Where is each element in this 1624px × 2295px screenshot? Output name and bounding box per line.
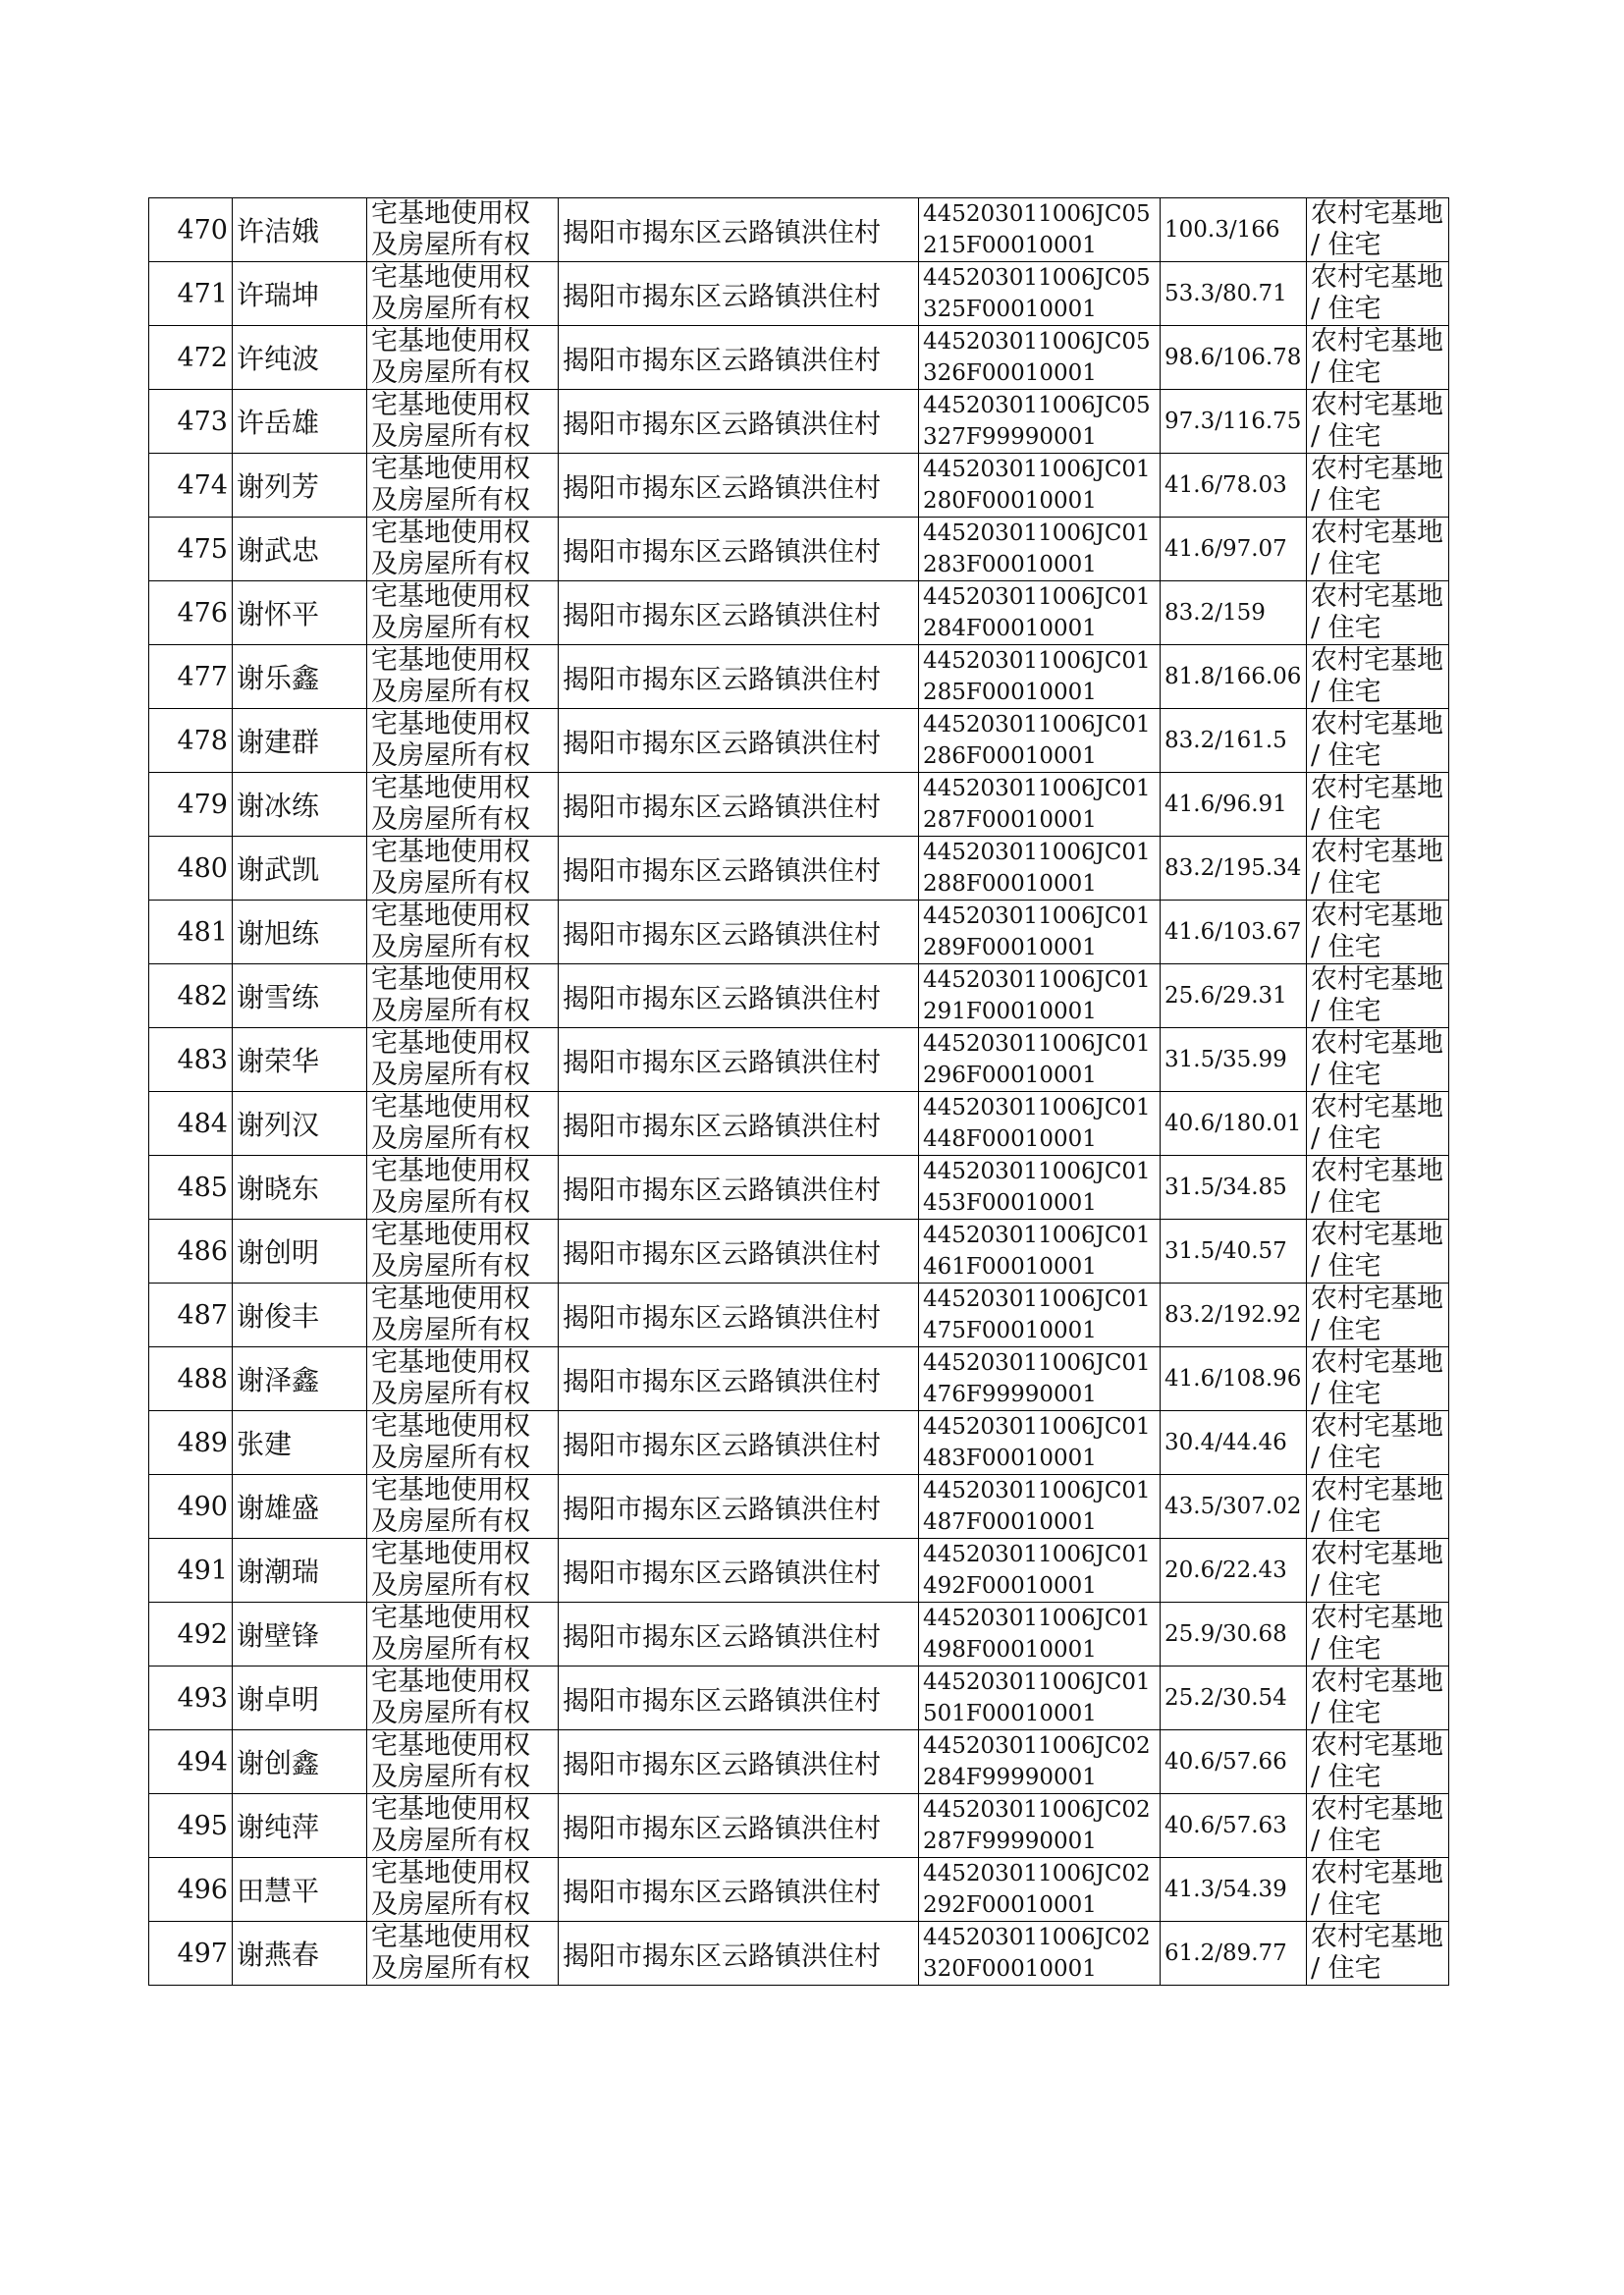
table-row	[149, 964, 1449, 1028]
table-row	[149, 198, 1449, 262]
property-address: 揭阳市揭东区云路镇洪住村	[559, 1667, 919, 1730]
owner-name: 谢列汉	[233, 1092, 367, 1156]
owner-name: 谢武忠	[233, 518, 367, 581]
property-address: 揭阳市揭东区云路镇洪住村	[559, 581, 919, 645]
unit-code: 445203011006JC05327F99990001	[919, 390, 1161, 454]
owner-name: 许洁娥	[233, 198, 367, 262]
owner-name: 谢卓明	[233, 1667, 367, 1730]
table-row	[149, 1667, 1449, 1730]
unit-code: 445203011006JC05326F00010001	[919, 326, 1161, 390]
area-value: 83.2/195.34	[1161, 837, 1307, 901]
usage-type: 农村宅基地 / 住宅	[1307, 1858, 1449, 1922]
unit-code: 445203011006JC01287F00010001	[919, 773, 1161, 837]
property-address: 揭阳市揭东区云路镇洪住村	[559, 1411, 919, 1475]
unit-code: 445203011006JC01291F00010001	[919, 964, 1161, 1028]
row-number: 479	[149, 773, 233, 837]
owner-name: 谢冰练	[233, 773, 367, 837]
area-value: 41.6/108.96	[1161, 1347, 1307, 1411]
right-type: 宅基地使用权及房屋所有权	[367, 1858, 559, 1922]
owner-name: 谢潮瑞	[233, 1539, 367, 1603]
right-type: 宅基地使用权及房屋所有权	[367, 1475, 559, 1539]
table-row	[149, 1794, 1449, 1858]
row-number: 488	[149, 1347, 233, 1411]
area-value: 97.3/116.75	[1161, 390, 1307, 454]
usage-type: 农村宅基地 / 住宅	[1307, 645, 1449, 709]
area-value: 41.6/97.07	[1161, 518, 1307, 581]
row-number: 471	[149, 262, 233, 326]
usage-type: 农村宅基地 / 住宅	[1307, 326, 1449, 390]
area-value: 25.2/30.54	[1161, 1667, 1307, 1730]
property-address: 揭阳市揭东区云路镇洪住村	[559, 645, 919, 709]
row-number: 470	[149, 198, 233, 262]
unit-code: 445203011006JC01448F00010001	[919, 1092, 1161, 1156]
area-value: 100.3/166	[1161, 198, 1307, 262]
usage-type: 农村宅基地 / 住宅	[1307, 901, 1449, 964]
right-type: 宅基地使用权及房屋所有权	[367, 518, 559, 581]
table-row	[149, 390, 1449, 454]
owner-name: 谢建群	[233, 709, 367, 773]
row-number: 490	[149, 1475, 233, 1539]
unit-code: 445203011006JC01487F00010001	[919, 1475, 1161, 1539]
unit-code: 445203011006JC02287F99990001	[919, 1794, 1161, 1858]
property-address: 揭阳市揭东区云路镇洪住村	[559, 964, 919, 1028]
right-type: 宅基地使用权及房屋所有权	[367, 390, 559, 454]
unit-code: 445203011006JC01280F00010001	[919, 454, 1161, 518]
table-row	[149, 1156, 1449, 1220]
usage-type: 农村宅基地 / 住宅	[1307, 1922, 1449, 1986]
table-row	[149, 1603, 1449, 1667]
row-number: 473	[149, 390, 233, 454]
right-type: 宅基地使用权及房屋所有权	[367, 964, 559, 1028]
owner-name: 谢泽鑫	[233, 1347, 367, 1411]
area-value: 30.4/44.46	[1161, 1411, 1307, 1475]
area-value: 31.5/34.85	[1161, 1156, 1307, 1220]
unit-code: 445203011006JC02320F00010001	[919, 1922, 1161, 1986]
area-value: 40.6/57.66	[1161, 1730, 1307, 1794]
row-number: 496	[149, 1858, 233, 1922]
right-type: 宅基地使用权及房屋所有权	[367, 198, 559, 262]
owner-name: 张建	[233, 1411, 367, 1475]
table-row	[149, 326, 1449, 390]
property-address: 揭阳市揭东区云路镇洪住村	[559, 1347, 919, 1411]
row-number: 480	[149, 837, 233, 901]
property-address: 揭阳市揭东区云路镇洪住村	[559, 1922, 919, 1986]
right-type: 宅基地使用权及房屋所有权	[367, 1220, 559, 1284]
row-number: 474	[149, 454, 233, 518]
right-type: 宅基地使用权及房屋所有权	[367, 1539, 559, 1603]
usage-type: 农村宅基地 / 住宅	[1307, 773, 1449, 837]
area-value: 53.3/80.71	[1161, 262, 1307, 326]
table-row	[149, 262, 1449, 326]
usage-type: 农村宅基地 / 住宅	[1307, 709, 1449, 773]
usage-type: 农村宅基地 / 住宅	[1307, 1411, 1449, 1475]
row-number: 475	[149, 518, 233, 581]
table-row	[149, 1284, 1449, 1347]
unit-code: 445203011006JC02284F99990001	[919, 1730, 1161, 1794]
unit-code: 445203011006JC01483F00010001	[919, 1411, 1161, 1475]
row-number: 491	[149, 1539, 233, 1603]
owner-name: 田慧平	[233, 1858, 367, 1922]
usage-type: 农村宅基地 / 住宅	[1307, 1028, 1449, 1092]
unit-code: 445203011006JC05215F00010001	[919, 198, 1161, 262]
usage-type: 农村宅基地 / 住宅	[1307, 1220, 1449, 1284]
row-number: 485	[149, 1156, 233, 1220]
owner-name: 谢乐鑫	[233, 645, 367, 709]
table-row	[149, 901, 1449, 964]
right-type: 宅基地使用权及房屋所有权	[367, 645, 559, 709]
table-row	[149, 518, 1449, 581]
table-row	[149, 1411, 1449, 1475]
row-number: 476	[149, 581, 233, 645]
area-value: 40.6/180.01	[1161, 1092, 1307, 1156]
unit-code: 445203011006JC01288F00010001	[919, 837, 1161, 901]
right-type: 宅基地使用权及房屋所有权	[367, 581, 559, 645]
owner-name: 谢纯萍	[233, 1794, 367, 1858]
usage-type: 农村宅基地 / 住宅	[1307, 454, 1449, 518]
area-value: 31.5/40.57	[1161, 1220, 1307, 1284]
unit-code: 445203011006JC05325F00010001	[919, 262, 1161, 326]
table-body	[149, 198, 1449, 1986]
row-number: 492	[149, 1603, 233, 1667]
right-type: 宅基地使用权及房屋所有权	[367, 709, 559, 773]
usage-type: 农村宅基地 / 住宅	[1307, 1475, 1449, 1539]
property-address: 揭阳市揭东区云路镇洪住村	[559, 901, 919, 964]
area-value: 83.2/161.5	[1161, 709, 1307, 773]
right-type: 宅基地使用权及房屋所有权	[367, 262, 559, 326]
row-number: 489	[149, 1411, 233, 1475]
area-value: 41.6/103.67	[1161, 901, 1307, 964]
area-value: 83.2/192.92	[1161, 1284, 1307, 1347]
property-address: 揭阳市揭东区云路镇洪住村	[559, 1220, 919, 1284]
property-address: 揭阳市揭东区云路镇洪住村	[559, 262, 919, 326]
usage-type: 农村宅基地 / 住宅	[1307, 1603, 1449, 1667]
owner-name: 谢创明	[233, 1220, 367, 1284]
area-value: 41.6/96.91	[1161, 773, 1307, 837]
right-type: 宅基地使用权及房屋所有权	[367, 1794, 559, 1858]
row-number: 494	[149, 1730, 233, 1794]
unit-code: 445203011006JC01475F00010001	[919, 1284, 1161, 1347]
table-row	[149, 837, 1449, 901]
owner-name: 谢列芳	[233, 454, 367, 518]
right-type: 宅基地使用权及房屋所有权	[367, 901, 559, 964]
usage-type: 农村宅基地 / 住宅	[1307, 1156, 1449, 1220]
property-registry-table	[148, 197, 1449, 1986]
property-address: 揭阳市揭东区云路镇洪住村	[559, 1730, 919, 1794]
right-type: 宅基地使用权及房屋所有权	[367, 1028, 559, 1092]
table-row	[149, 1858, 1449, 1922]
row-number: 497	[149, 1922, 233, 1986]
unit-code: 445203011006JC02292F00010001	[919, 1858, 1161, 1922]
owner-name: 谢俊丰	[233, 1284, 367, 1347]
property-address: 揭阳市揭东区云路镇洪住村	[559, 1858, 919, 1922]
usage-type: 农村宅基地 / 住宅	[1307, 964, 1449, 1028]
property-address: 揭阳市揭东区云路镇洪住村	[559, 1475, 919, 1539]
unit-code: 445203011006JC01284F00010001	[919, 581, 1161, 645]
row-number: 495	[149, 1794, 233, 1858]
owner-name: 谢荣华	[233, 1028, 367, 1092]
unit-code: 445203011006JC01296F00010001	[919, 1028, 1161, 1092]
table-row	[149, 1347, 1449, 1411]
unit-code: 445203011006JC01289F00010001	[919, 901, 1161, 964]
property-address: 揭阳市揭东区云路镇洪住村	[559, 709, 919, 773]
right-type: 宅基地使用权及房屋所有权	[367, 1603, 559, 1667]
owner-name: 谢旭练	[233, 901, 367, 964]
right-type: 宅基地使用权及房屋所有权	[367, 1411, 559, 1475]
usage-type: 农村宅基地 / 住宅	[1307, 1667, 1449, 1730]
owner-name: 谢燕春	[233, 1922, 367, 1986]
right-type: 宅基地使用权及房屋所有权	[367, 1284, 559, 1347]
owner-name: 许岳雄	[233, 390, 367, 454]
table-row	[149, 1475, 1449, 1539]
table-row	[149, 1028, 1449, 1092]
row-number: 487	[149, 1284, 233, 1347]
usage-type: 农村宅基地 / 住宅	[1307, 1284, 1449, 1347]
property-address: 揭阳市揭东区云路镇洪住村	[559, 1156, 919, 1220]
property-address: 揭阳市揭东区云路镇洪住村	[559, 326, 919, 390]
property-address: 揭阳市揭东区云路镇洪住村	[559, 198, 919, 262]
area-value: 20.6/22.43	[1161, 1539, 1307, 1603]
area-value: 43.5/307.02	[1161, 1475, 1307, 1539]
right-type: 宅基地使用权及房屋所有权	[367, 1922, 559, 1986]
right-type: 宅基地使用权及房屋所有权	[367, 1092, 559, 1156]
unit-code: 445203011006JC01285F00010001	[919, 645, 1161, 709]
unit-code: 445203011006JC01501F00010001	[919, 1667, 1161, 1730]
table-row	[149, 1220, 1449, 1284]
property-address: 揭阳市揭东区云路镇洪住村	[559, 1284, 919, 1347]
area-value: 41.6/78.03	[1161, 454, 1307, 518]
area-value: 25.9/30.68	[1161, 1603, 1307, 1667]
table-row	[149, 454, 1449, 518]
table-row	[149, 709, 1449, 773]
owner-name: 谢雄盛	[233, 1475, 367, 1539]
property-address: 揭阳市揭东区云路镇洪住村	[559, 1028, 919, 1092]
right-type: 宅基地使用权及房屋所有权	[367, 326, 559, 390]
property-address: 揭阳市揭东区云路镇洪住村	[559, 518, 919, 581]
table-row	[149, 1922, 1449, 1986]
row-number: 486	[149, 1220, 233, 1284]
property-address: 揭阳市揭东区云路镇洪住村	[559, 773, 919, 837]
usage-type: 农村宅基地 / 住宅	[1307, 581, 1449, 645]
usage-type: 农村宅基地 / 住宅	[1307, 1539, 1449, 1603]
table-row	[149, 1092, 1449, 1156]
table-row	[149, 581, 1449, 645]
owner-name: 谢怀平	[233, 581, 367, 645]
usage-type: 农村宅基地 / 住宅	[1307, 1347, 1449, 1411]
unit-code: 445203011006JC01283F00010001	[919, 518, 1161, 581]
right-type: 宅基地使用权及房屋所有权	[367, 1156, 559, 1220]
owner-name: 谢武凯	[233, 837, 367, 901]
table-row	[149, 1730, 1449, 1794]
row-number: 484	[149, 1092, 233, 1156]
unit-code: 445203011006JC01476F99990001	[919, 1347, 1161, 1411]
row-number: 493	[149, 1667, 233, 1730]
usage-type: 农村宅基地 / 住宅	[1307, 262, 1449, 326]
area-value: 98.6/106.78	[1161, 326, 1307, 390]
table-row	[149, 1539, 1449, 1603]
row-number: 472	[149, 326, 233, 390]
unit-code: 445203011006JC01461F00010001	[919, 1220, 1161, 1284]
area-value: 61.2/89.77	[1161, 1922, 1307, 1986]
usage-type: 农村宅基地 / 住宅	[1307, 837, 1449, 901]
property-address: 揭阳市揭东区云路镇洪住村	[559, 454, 919, 518]
property-address: 揭阳市揭东区云路镇洪住村	[559, 1794, 919, 1858]
area-value: 25.6/29.31	[1161, 964, 1307, 1028]
right-type: 宅基地使用权及房屋所有权	[367, 773, 559, 837]
area-value: 40.6/57.63	[1161, 1794, 1307, 1858]
row-number: 483	[149, 1028, 233, 1092]
usage-type: 农村宅基地 / 住宅	[1307, 390, 1449, 454]
right-type: 宅基地使用权及房屋所有权	[367, 1730, 559, 1794]
owner-name: 谢晓东	[233, 1156, 367, 1220]
owner-name: 谢壁锋	[233, 1603, 367, 1667]
row-number: 481	[149, 901, 233, 964]
area-value: 81.8/166.06	[1161, 645, 1307, 709]
right-type: 宅基地使用权及房屋所有权	[367, 837, 559, 901]
row-number: 478	[149, 709, 233, 773]
property-address: 揭阳市揭东区云路镇洪住村	[559, 1539, 919, 1603]
usage-type: 农村宅基地 / 住宅	[1307, 1092, 1449, 1156]
property-address: 揭阳市揭东区云路镇洪住村	[559, 390, 919, 454]
unit-code: 445203011006JC01286F00010001	[919, 709, 1161, 773]
unit-code: 445203011006JC01453F00010001	[919, 1156, 1161, 1220]
area-value: 31.5/35.99	[1161, 1028, 1307, 1092]
owner-name: 许纯波	[233, 326, 367, 390]
row-number: 477	[149, 645, 233, 709]
area-value: 83.2/159	[1161, 581, 1307, 645]
property-address: 揭阳市揭东区云路镇洪住村	[559, 837, 919, 901]
right-type: 宅基地使用权及房屋所有权	[367, 454, 559, 518]
property-address: 揭阳市揭东区云路镇洪住村	[559, 1092, 919, 1156]
row-number: 482	[149, 964, 233, 1028]
owner-name: 许瑞坤	[233, 262, 367, 326]
owner-name: 谢雪练	[233, 964, 367, 1028]
right-type: 宅基地使用权及房屋所有权	[367, 1667, 559, 1730]
unit-code: 445203011006JC01492F00010001	[919, 1539, 1161, 1603]
property-address: 揭阳市揭东区云路镇洪住村	[559, 1603, 919, 1667]
unit-code: 445203011006JC01498F00010001	[919, 1603, 1161, 1667]
usage-type: 农村宅基地 / 住宅	[1307, 518, 1449, 581]
usage-type: 农村宅基地 / 住宅	[1307, 198, 1449, 262]
usage-type: 农村宅基地 / 住宅	[1307, 1794, 1449, 1858]
owner-name: 谢创鑫	[233, 1730, 367, 1794]
table-row	[149, 773, 1449, 837]
usage-type: 农村宅基地 / 住宅	[1307, 1730, 1449, 1794]
right-type: 宅基地使用权及房屋所有权	[367, 1347, 559, 1411]
area-value: 41.3/54.39	[1161, 1858, 1307, 1922]
table-row	[149, 645, 1449, 709]
